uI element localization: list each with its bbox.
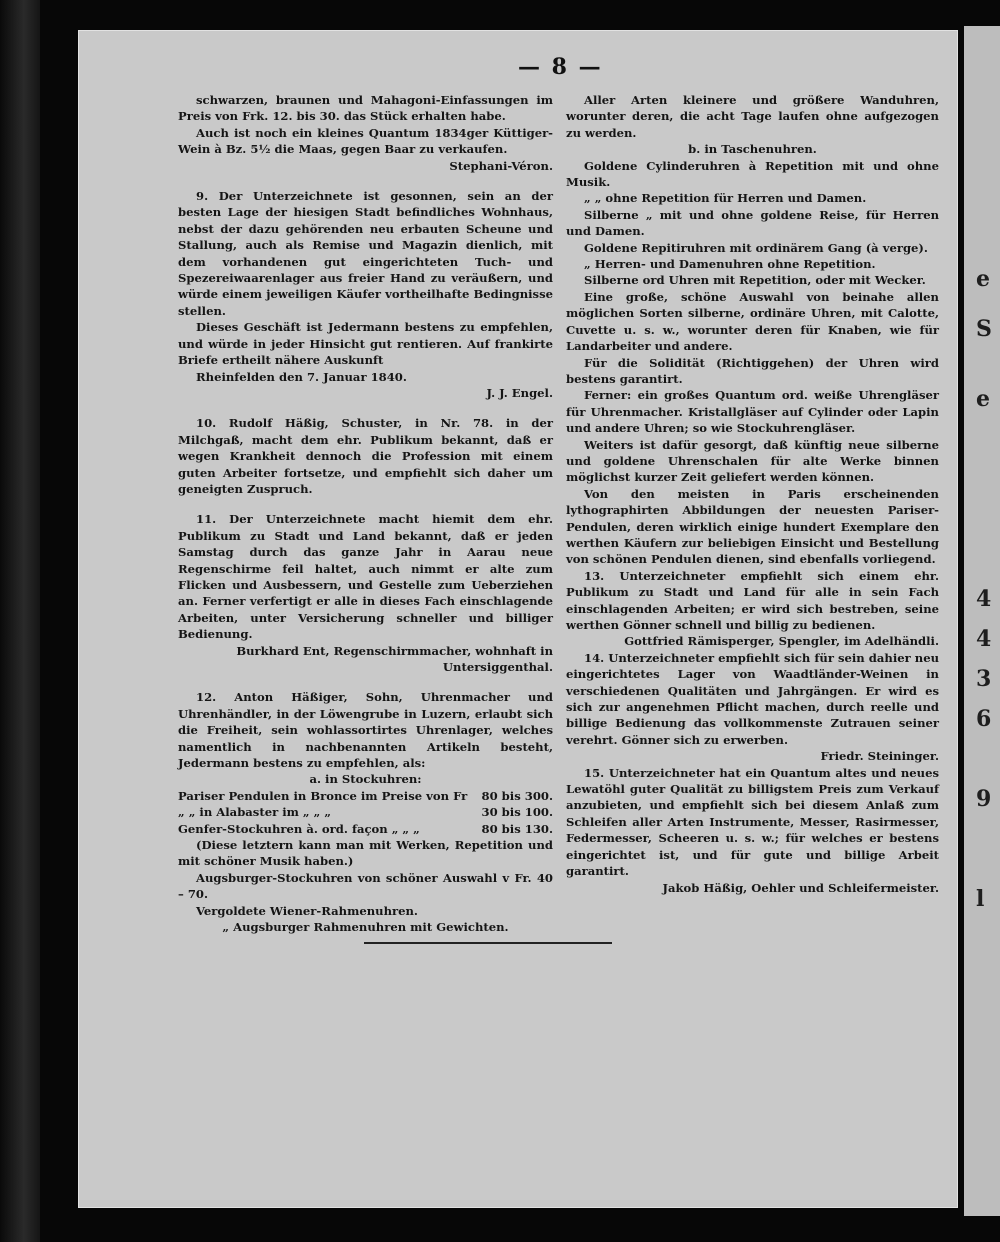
text-paragraph: Ferner: ein großes Quantum ord. weiße Uhrengläser für Uhrenmacher. Kristallgläser auf Cylinder oder Lapin und andere Uhren; so wie Stockuhrengläser.	[566, 388, 939, 436]
book-spine-edge	[0, 0, 40, 1242]
left-column	[178, 92, 553, 936]
text-paragraph: „ Augsburger Rahmenuhren mit Gewichten.	[222, 920, 509, 935]
text-paragraph: Aller Arten kleinere und größere Wanduhren, worunter deren, die acht Tage laufen ohne aufgezogen zu werden.	[566, 93, 939, 140]
text-paragraph: Burkhard Ent, Regenschirmmacher, wohnhaft in Untersiggenthal.	[236, 643, 553, 674]
price-range: 30 bis 100.	[481, 805, 553, 820]
price-range: 80 bis 130.	[481, 821, 553, 836]
text-paragraph: a. in Stockuhren:	[309, 772, 422, 787]
price-row	[178, 804, 553, 820]
text-paragraph: 12. Anton Häßiger, Sohn, Uhrenmacher und Uhrenhändler, in der Löwengrube in Luzern, erlaubt sich die Freiheit, sein wohlassortirtes Uhrenlager, welches namentlich in nachbenannten Artikeln besteht, Jedermann bestens zu empfehlen, als:	[178, 690, 553, 771]
text-paragraph: Stephani-Véron.	[449, 158, 553, 173]
text-paragraph: Jakob Häßig, Oehler und Schleifermeister.	[662, 880, 939, 895]
text-paragraph: Friedr. Steininger.	[820, 749, 939, 764]
text-paragraph: Rheinfelden den 7. Januar 1840.	[196, 369, 407, 384]
text-paragraph: „ „ ohne Repetition für Herren und Damen.	[584, 191, 867, 206]
text-paragraph: Auch ist noch ein kleines Quantum 1834ger Küttiger-Wein à Bz. 5½ die Maas, gegen Baar zu verkaufen.	[178, 125, 553, 157]
price-item: Genfer-Stockuhren à. ord. façon „ „ „	[178, 821, 420, 836]
edge-mark: e	[976, 266, 990, 292]
text-paragraph: Goldene Repitiruhren mit ordinärem Gang (à verge).	[584, 240, 928, 255]
text-paragraph: (Diese letztern kann man mit Werken, Repetition und mit schöner Musik haben.)	[178, 838, 553, 869]
paragraph-gap	[178, 401, 553, 415]
price-item: Pariser Pendulen in Bronce im Preise von Fr	[178, 788, 468, 803]
text-paragraph: Silberne „ mit und ohne goldene Reise, für Herren und Damen.	[566, 207, 939, 239]
edge-mark: 3	[976, 666, 992, 692]
text-paragraph: Eine große, schöne Auswahl von beinahe allen möglichen Sorten silberne, ordinäre Uhren, mit Calotte, Cuvette u. s. w., worunter deren für Knaben, wie für Landarbeiter und andere.	[566, 289, 939, 354]
edge-mark: 6	[976, 706, 992, 732]
paragraph-gap	[178, 174, 553, 188]
edge-mark: 9	[976, 786, 992, 812]
newspaper-page	[78, 30, 958, 1208]
edge-mark: 4	[976, 626, 992, 652]
text-paragraph: 15. Unterzeichneter hat ein Quantum altes und neues Lewatöhl guter Qualität zu billigstem Preis zum Verkauf anzubieten, und empfiehlt sich bei diesem Anlaß zum Schleifen aller Arten Instrumente, Messer, Rasirmesser, Federmesser, Scheeren u. s. w.; für welches er bestens eingerichtet ist, und für gute und billige Arbeit garantirt.	[566, 765, 939, 879]
text-paragraph: Augsburger-Stockuhren von schöner Auswahl v Fr. 40 – 70.	[178, 870, 553, 902]
section-rule	[364, 942, 612, 944]
text-paragraph: schwarzen, braunen und Mahagoni-Einfassungen im Preis von Frk. 12. bis 30. das Stück erhalten habe.	[178, 93, 553, 124]
text-paragraph: b. in Taschenuhren.	[688, 142, 817, 157]
text-paragraph: Weiters ist dafür gesorgt, daß künftig neue silberne und goldene Uhrenschalen für alte Werke binnen möglichst kurzer Zeit geliefert werden können.	[566, 437, 939, 485]
text-paragraph: Dieses Geschäft ist Jedermann bestens zu empfehlen, und würde in jeder Hinsicht gut rentieren. Auf frankirte Briefe ertheilt nähere Auskunft	[178, 320, 553, 368]
text-paragraph: 13. Unterzeichneter empfiehlt sich einem ehr. Publikum zu Stadt und Land für alle in sein Fach einschlagenden Arbeiten; er wird sich bestreben, seine werthen Gönner schnell und billig zu bedienen.	[566, 568, 939, 632]
text-paragraph: Vergoldete Wiener-Rahmenuhren.	[196, 903, 418, 918]
edge-mark: l	[976, 886, 985, 912]
price-range: 80 bis 300.	[481, 788, 553, 803]
price-item: „ „ in Alabaster im „ „ „	[178, 805, 332, 820]
text-paragraph: 11. Der Unterzeichnete macht hiemit dem ehr. Publikum zu Stadt und Land bekannt, daß er jeden Samstag durch das ganze Jahr in Aarau neue Regenschirme feil haltet, auch nimmt er alte zum Flicken und Ausbessern, und Gestelle zum Ueberziehen an. Ferner verfertigt er alle in dieses Fach einschlagende Arbeiten, unter Versicherung schneller und billiger Bedienung.	[178, 512, 553, 642]
edge-mark: S	[976, 316, 992, 342]
price-row	[178, 821, 553, 837]
text-paragraph: Gottfried Rämisperger, Spengler, im Adelhändli.	[624, 634, 939, 649]
text-paragraph: J. J. Engel.	[486, 385, 553, 400]
price-row	[178, 788, 553, 804]
text-paragraph: Silberne ord Uhren mit Repetition, oder mit Wecker.	[584, 273, 926, 288]
edge-mark: e	[976, 386, 990, 412]
text-paragraph: Goldene Cylinderuhren à Repetition mit und ohne Musik.	[566, 158, 939, 190]
text-paragraph: Für die Solidität (Richtiggehen) der Uhren wird bestens garantirt.	[566, 355, 939, 386]
adjacent-page-edge	[964, 26, 1000, 1216]
text-paragraph: 10. Rudolf Häßig, Schuster, in Nr. 78. in der Milchgaß, macht dem ehr. Publikum bekannt, daß er wegen Krankheit dennoch die Profession mit einem guten Arbeiter fortsetze, und empfiehlt sich daher um geneigten Zuspruch.	[178, 416, 553, 496]
text-paragraph: 9. Der Unterzeichnete ist gesonnen, sein an der besten Lage der hiesigen Stadt befindliches Wohnhaus, nebst der dazu gehörenden neu erbauten Scheune und Stallung, auch als Remise und Magazin dienlich, mit dem vorhandenen gut eingerichteten Tuch- und Spezereiwaarenlager aus freier Hand zu veräußern, und würde einem jeweiligen Käufer vortheilhafte Bedingnisse stellen.	[178, 189, 553, 318]
text-paragraph: 14. Unterzeichneter empfiehlt sich für sein dahier neu eingerichtetes Lager von Waadtländer-Weinen in verschiedenen Qualitäten und Jahrgängen. Er wird es sich zur angenehmen Pflicht machen, durch reelle und billige Bedienung das vollkommenste Zutrauen seiner verehrt. Gönner sich zu erwerben.	[566, 650, 939, 747]
paragraph-gap	[178, 497, 553, 511]
paragraph-gap	[178, 675, 553, 689]
text-paragraph: Von den meisten in Paris erscheinenden lythographirten Abbildungen der neuesten Pariser-Pendulen, deren wirklich einige hundert Exemplare den werthen Käufern zur beliebigen Einsicht und Bestellung von schönen Pendulen dienen, sind ebenfalls vorliegend.	[566, 486, 939, 567]
page-number: — 8 —	[518, 54, 603, 80]
text-paragraph: „ Herren- und Damenuhren ohne Repetition.	[584, 257, 876, 272]
edge-mark: 4	[976, 586, 992, 612]
right-column	[566, 92, 939, 896]
